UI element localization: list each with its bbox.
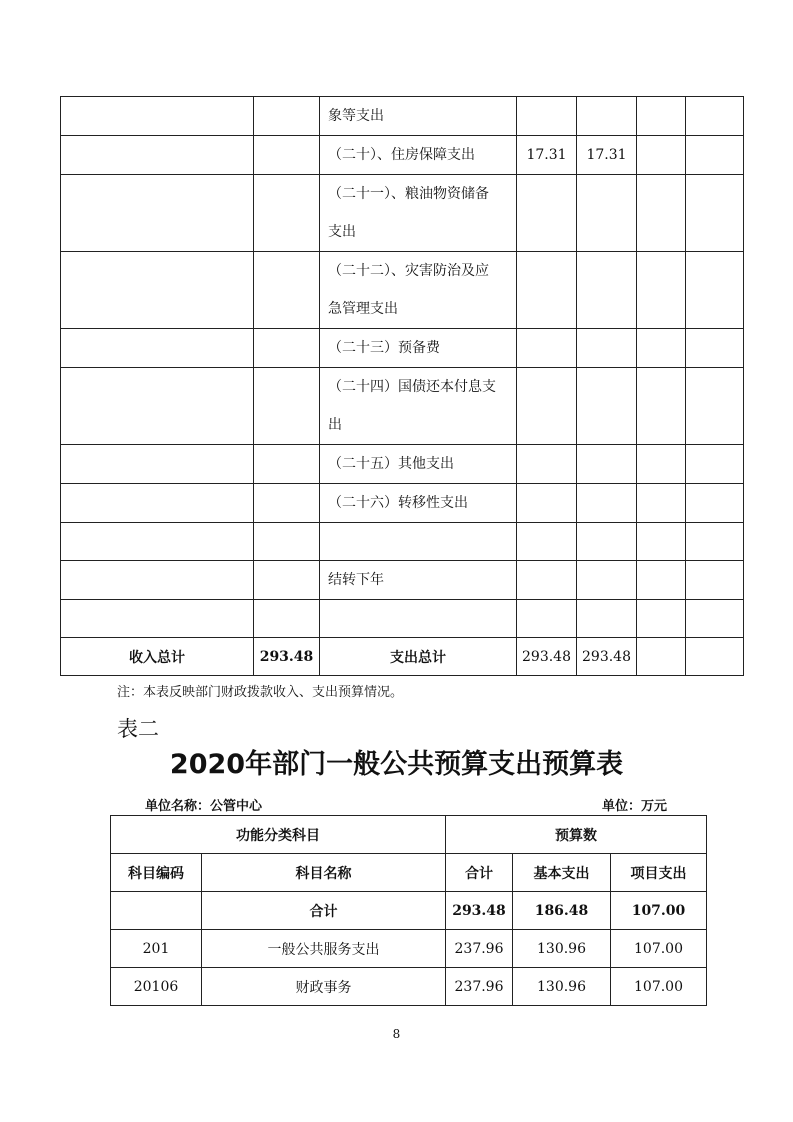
expense-total-value: 293.48 (517, 638, 577, 676)
income-total-label: 收入总计 (61, 638, 254, 676)
table-row (61, 136, 744, 175)
column-header: 科目名称 (202, 854, 446, 892)
expense-item-name: （二十二）、灾害防治及应 急管理支出 (320, 252, 517, 329)
table-row: 201 一般公共服务支出 237.96 130.96 107.00 (111, 930, 707, 968)
expense-value: 17.31 (517, 136, 577, 175)
expense-item-name: 象等支出 (320, 97, 517, 136)
expense-item-name: （二十一）、粮油物资储备 支出 (320, 175, 517, 252)
total-row (61, 638, 744, 676)
table-row: 20106 财政事务 237.96 130.96 107.00 (111, 968, 707, 1006)
expense-total-label: 支出总计 (320, 638, 517, 676)
table-row (61, 175, 744, 252)
expense-item-name (320, 523, 517, 561)
unit-label: 单位：万元 (602, 799, 668, 814)
table-row (61, 561, 744, 600)
table-label: 表二 (117, 717, 159, 741)
expense-value: 17.31 (577, 136, 637, 175)
column-header: 基本支出 (513, 854, 611, 892)
expenditure-budget-table (110, 815, 707, 1006)
column-header: 科目编码 (111, 854, 202, 892)
table-row (61, 600, 744, 638)
column-header: 项目支出 (611, 854, 707, 892)
expense-item-name (320, 600, 517, 638)
expense-item-name: （二十）、住房保障支出 (320, 136, 517, 175)
page-title: 2020年部门一般公共预算支出预算表 (169, 749, 624, 780)
table-row (61, 523, 744, 561)
header-budget: 预算数 (446, 816, 707, 854)
page-number: 8 (392, 1027, 401, 1041)
expense-item-name: （二十三）预备费 (320, 329, 517, 368)
column-header: 合计 (446, 854, 513, 892)
expense-total-value: 293.48 (577, 638, 637, 676)
table-row (61, 445, 744, 484)
table-row: 合计 293.48 186.48 107.00 (111, 892, 707, 930)
expense-item-name: （二十六）转移性支出 (320, 484, 517, 523)
table-row (61, 368, 744, 445)
table-row (61, 97, 744, 136)
table-row (61, 252, 744, 329)
budget-summary-table (60, 96, 744, 676)
table-header-row (111, 854, 707, 892)
expense-item-name: 结转下年 (320, 561, 517, 600)
table-row (61, 329, 744, 368)
income-total-value: 293.48 (254, 638, 320, 676)
expense-item-name: （二十四）国债还本付息支 出 (320, 368, 517, 445)
unit-name: 单位名称：公管中心 (145, 799, 263, 814)
table-header-row (111, 816, 707, 854)
expense-item-name: （二十五）其他支出 (320, 445, 517, 484)
table-row (61, 484, 744, 523)
table-note: 注：本表反映部门财政拨款收入、支出预算情况。 (117, 685, 404, 700)
header-function-category: 功能分类科目 (111, 816, 446, 854)
